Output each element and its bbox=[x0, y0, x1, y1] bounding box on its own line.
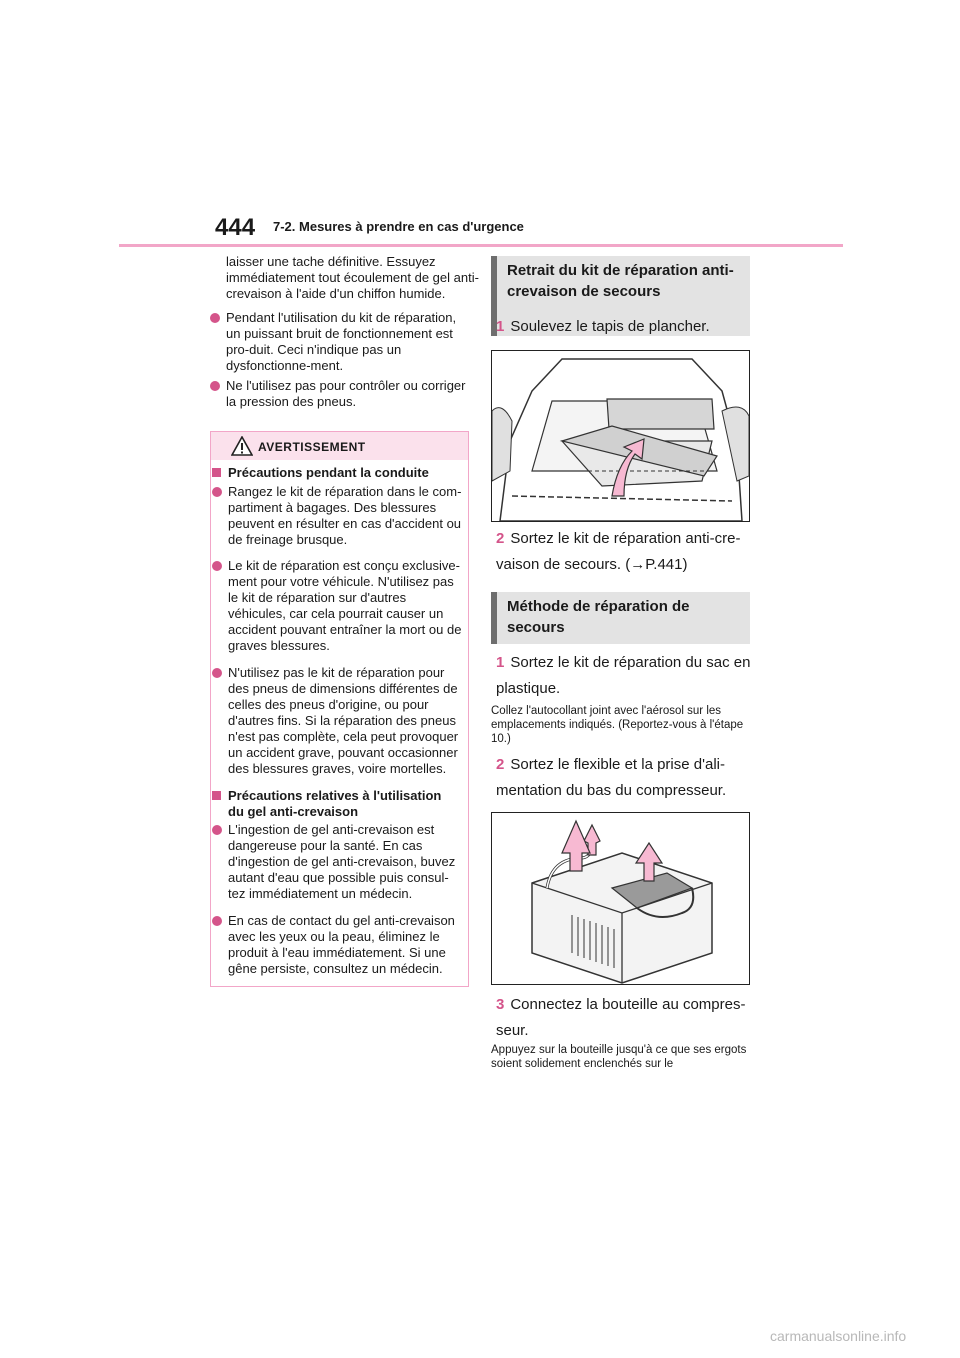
bullet-text: Pendant l'utilisation du kit de réparation, un puissant bruit de fonctionnement est pro-duit. Ceci n'indique pas un dysfonctionne-ment. bbox=[226, 310, 457, 373]
step-text: Sortez le kit de réparation du sac en plastique. bbox=[496, 654, 751, 697]
step-number: 1 bbox=[496, 318, 505, 335]
list-item bbox=[212, 822, 464, 902]
bullet-dot-icon bbox=[210, 313, 220, 323]
square-bullet-icon bbox=[212, 468, 221, 477]
step-2 bbox=[496, 526, 754, 578]
warning-heading-text: Précautions relatives à l'utilisation du gel anti-crevaison bbox=[228, 788, 442, 819]
cargo-floor-illustration bbox=[492, 351, 749, 521]
step-number: 3 bbox=[496, 996, 505, 1013]
bullet-text: Rangez le kit de réparation dans le com-partiment à bagages. Des blessures peuvent en résulter en cas d'accident ou de freinage brusque. bbox=[228, 484, 462, 547]
bullet-dot-icon bbox=[210, 381, 220, 391]
list-item bbox=[210, 378, 468, 410]
list-item bbox=[212, 913, 464, 977]
bullet-dot-icon bbox=[212, 916, 222, 926]
compressor-illustration bbox=[492, 813, 749, 984]
intro-paragraph: laisser une tache définitive. Essuyez immédiatement tout écoulement de gel anti-crevaison à l'aide d'un chiffon humide. bbox=[226, 254, 479, 301]
step-number: 2 bbox=[496, 530, 505, 547]
list-item bbox=[212, 484, 464, 548]
step-1 bbox=[496, 650, 751, 702]
step-number: 2 bbox=[496, 756, 505, 773]
step-text: Connectez la bouteille au compres-seur. bbox=[496, 996, 746, 1039]
bullet-dot-icon bbox=[212, 668, 222, 678]
square-bullet-icon bbox=[212, 791, 221, 800]
step-note: Appuyez sur la bouteille jusqu'à ce que ses ergots soient solidement enclenchés sur le bbox=[491, 1044, 747, 1070]
warning-heading bbox=[212, 465, 462, 481]
list-item bbox=[212, 558, 464, 654]
list-item bbox=[212, 665, 464, 777]
section-title: Retrait du kit de réparation anti-crevaison de secours bbox=[491, 256, 750, 336]
step-text: Sortez le kit de réparation anti-cre-vaison de secours. (→P.441) bbox=[496, 530, 741, 573]
site-watermark: carmanualsonline.info bbox=[770, 1328, 907, 1344]
bullet-text: N'utilisez pas le kit de réparation pour des pneus de dimensions différentes de celles des pneus d'origine, ou pour d'autres fins. Si la réparation des pneus n'est pas complète, cela peut provoquer un accident grave, pouvant occasionner des blessures graves, voire mortelles. bbox=[228, 665, 459, 776]
header-divider bbox=[119, 244, 843, 247]
step-number: 1 bbox=[496, 654, 505, 671]
step-1 bbox=[496, 314, 751, 340]
warning-heading bbox=[212, 788, 460, 820]
step-3 bbox=[496, 992, 751, 1044]
warning-triangle-icon bbox=[231, 436, 253, 456]
page-number: 444 bbox=[215, 214, 256, 241]
warning-label: AVERTISSEMENT bbox=[258, 440, 366, 454]
bullet-text: En cas de contact du gel anti-crevaison avec les yeux ou la peau, éliminez le produit à l'eau immédiatement. Si une gêne persiste, consultez un médecin. bbox=[228, 913, 455, 976]
figure-compressor bbox=[491, 812, 750, 985]
list-item bbox=[210, 310, 468, 374]
section-header-title: 7-2. Mesures à prendre en cas d'urgence bbox=[273, 219, 524, 234]
step-2 bbox=[496, 752, 751, 804]
step-text: Soulevez le tapis de plancher. bbox=[510, 318, 710, 335]
figure-cargo-floor bbox=[491, 350, 750, 522]
bullet-dot-icon bbox=[212, 487, 222, 497]
warning-heading-text: Précautions pendant la conduite bbox=[228, 465, 429, 480]
bullet-text: Ne l'utilisez pas pour contrôler ou corriger la pression des pneus. bbox=[226, 378, 466, 409]
step-text: Sortez le flexible et la prise d'ali-mentation du bas du compresseur. bbox=[496, 756, 727, 799]
step-note: Collez l'autocollant joint avec l'aérosol sur les emplacements indiqués. (Reportez-vous à l'étape 10.) bbox=[491, 705, 744, 745]
bullet-text: Le kit de réparation est conçu exclusive-ment pour votre véhicule. N'utilisez pas le kit de réparation sur d'autres véhicules, car cela pourrait causer un accident pouvant entraîner la mort ou de graves blessures. bbox=[228, 558, 462, 653]
bullet-dot-icon bbox=[212, 561, 222, 571]
bullet-text: L'ingestion de gel anti-crevaison est dangereuse pour la santé. En cas d'ingestion de gel anti-crevaison, buvez autant d'eau que possible puis consul-tez immédiatement un médecin. bbox=[228, 822, 456, 901]
bullet-dot-icon bbox=[212, 825, 222, 835]
section-title: Méthode de réparation de secours bbox=[491, 592, 750, 644]
